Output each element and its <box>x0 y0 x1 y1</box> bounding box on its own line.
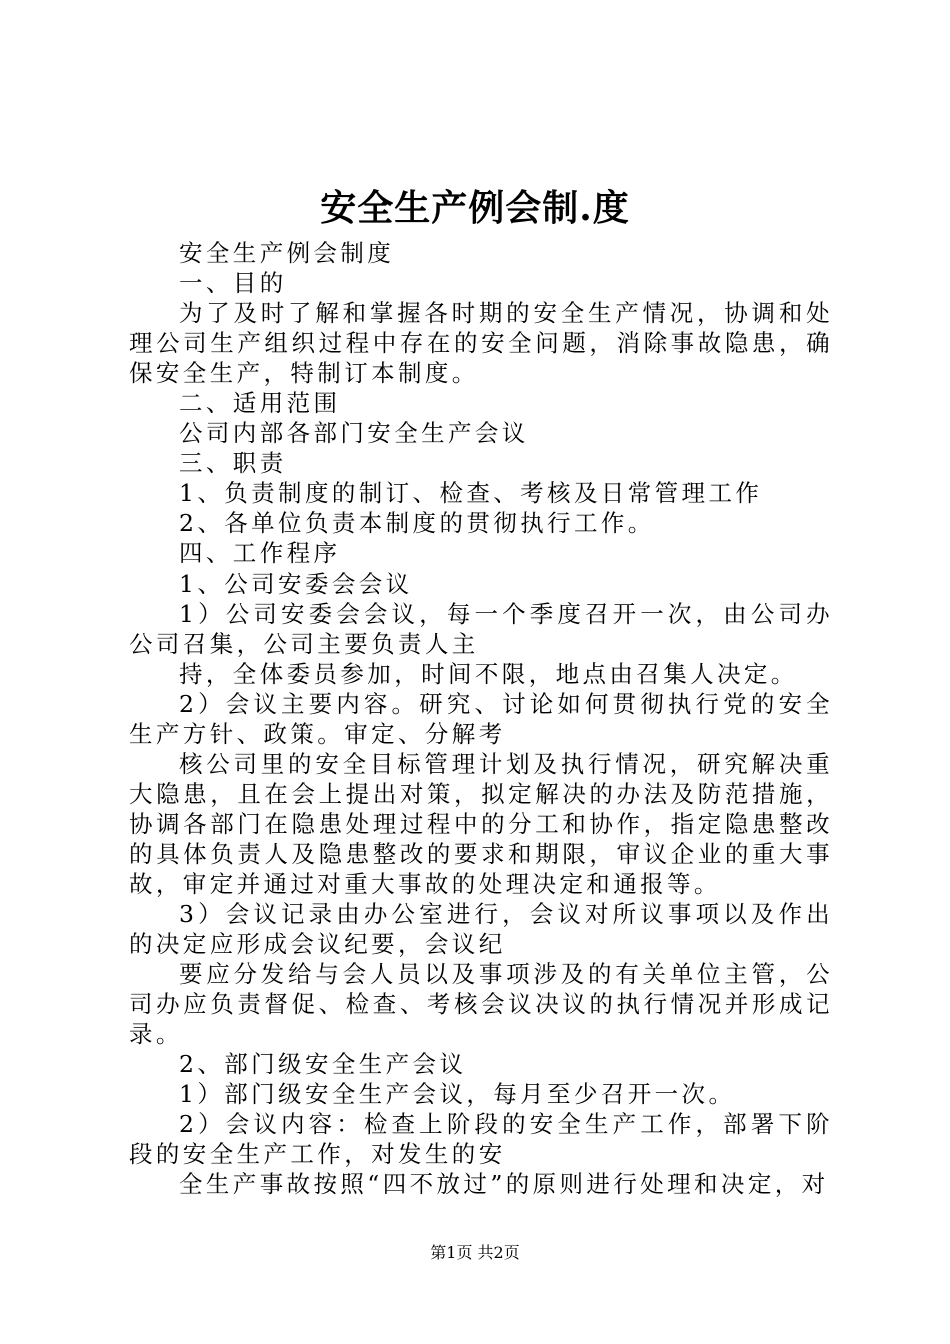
page-number: 第1页 共2页 <box>430 1243 520 1262</box>
paragraph: 持，全体委员参加，时间不限，地点由召集人决定。 <box>179 659 798 688</box>
paragraph: 2、各单位负责本制度的贯彻执行工作。 <box>179 509 655 538</box>
paragraph: 1）部门级安全生产会议，每月至少召开一次。 <box>179 1080 736 1109</box>
paragraph: 1）公司安委会会议，每一个季度召开一次，由公司办公司召集，公司主要负责人主 <box>129 599 833 658</box>
paragraph: 为了及时了解和掌握各时期的安全生产情况，协调和处理公司生产组织过程中存在的安全问题，消除事故隐患，确保安全生产，特制订本制度。 <box>129 299 833 388</box>
paragraph: 1、公司安委会会议 <box>179 569 413 598</box>
paragraph: 要应分发给与会人员以及事项涉及的有关单位主管，公司办应负责督促、检查、考核会议决议的执行情况并形成记录。 <box>129 960 833 1049</box>
document-title: 安全生产例会制.度 <box>320 187 630 229</box>
paragraph: 全生产事故按照“四不放过”的原则进行处理和决定，对 <box>179 1170 829 1199</box>
paragraph: 2）会议主要内容。研究、讨论如何贯彻执行党的安全生产方针、政策。审定、分解考 <box>129 689 833 748</box>
paragraph: 核公司里的安全目标管理计划及执行情况，研究解决重大隐患，且在会上提出对策，拟定解决的办法及防范措施，协调各部门在隐患处理过程中的分工和协作，指定隐患整改的具体负责人及隐患整改的要求和期限，审议企业的重大事故，审定并通过对重大事故的处理决定和通报等。 <box>129 749 833 898</box>
section-heading: 一、目的 <box>179 269 287 298</box>
section-heading: 四、工作程序 <box>179 539 341 568</box>
document-body <box>129 238 833 1200</box>
paragraph: 公司内部各部门安全生产会议 <box>179 419 529 448</box>
section-heading: 二、适用范围 <box>179 389 341 418</box>
paragraph: 1、负责制度的制订、检查、考核及日常管理工作 <box>179 479 763 508</box>
paragraph: 2）会议内容：检查上阶段的安全生产工作，部署下阶段的安全生产工作，对发生的安 <box>129 1110 833 1169</box>
paragraph: 安全生产例会制度 <box>179 239 395 267</box>
paragraph: 3）会议记录由办公室进行，会议对所议事项以及作出的决定应形成会议纪要，会议纪 <box>129 900 833 959</box>
paragraph: 2、部门级安全生产会议 <box>179 1050 467 1079</box>
section-heading: 三、职责 <box>179 449 287 478</box>
